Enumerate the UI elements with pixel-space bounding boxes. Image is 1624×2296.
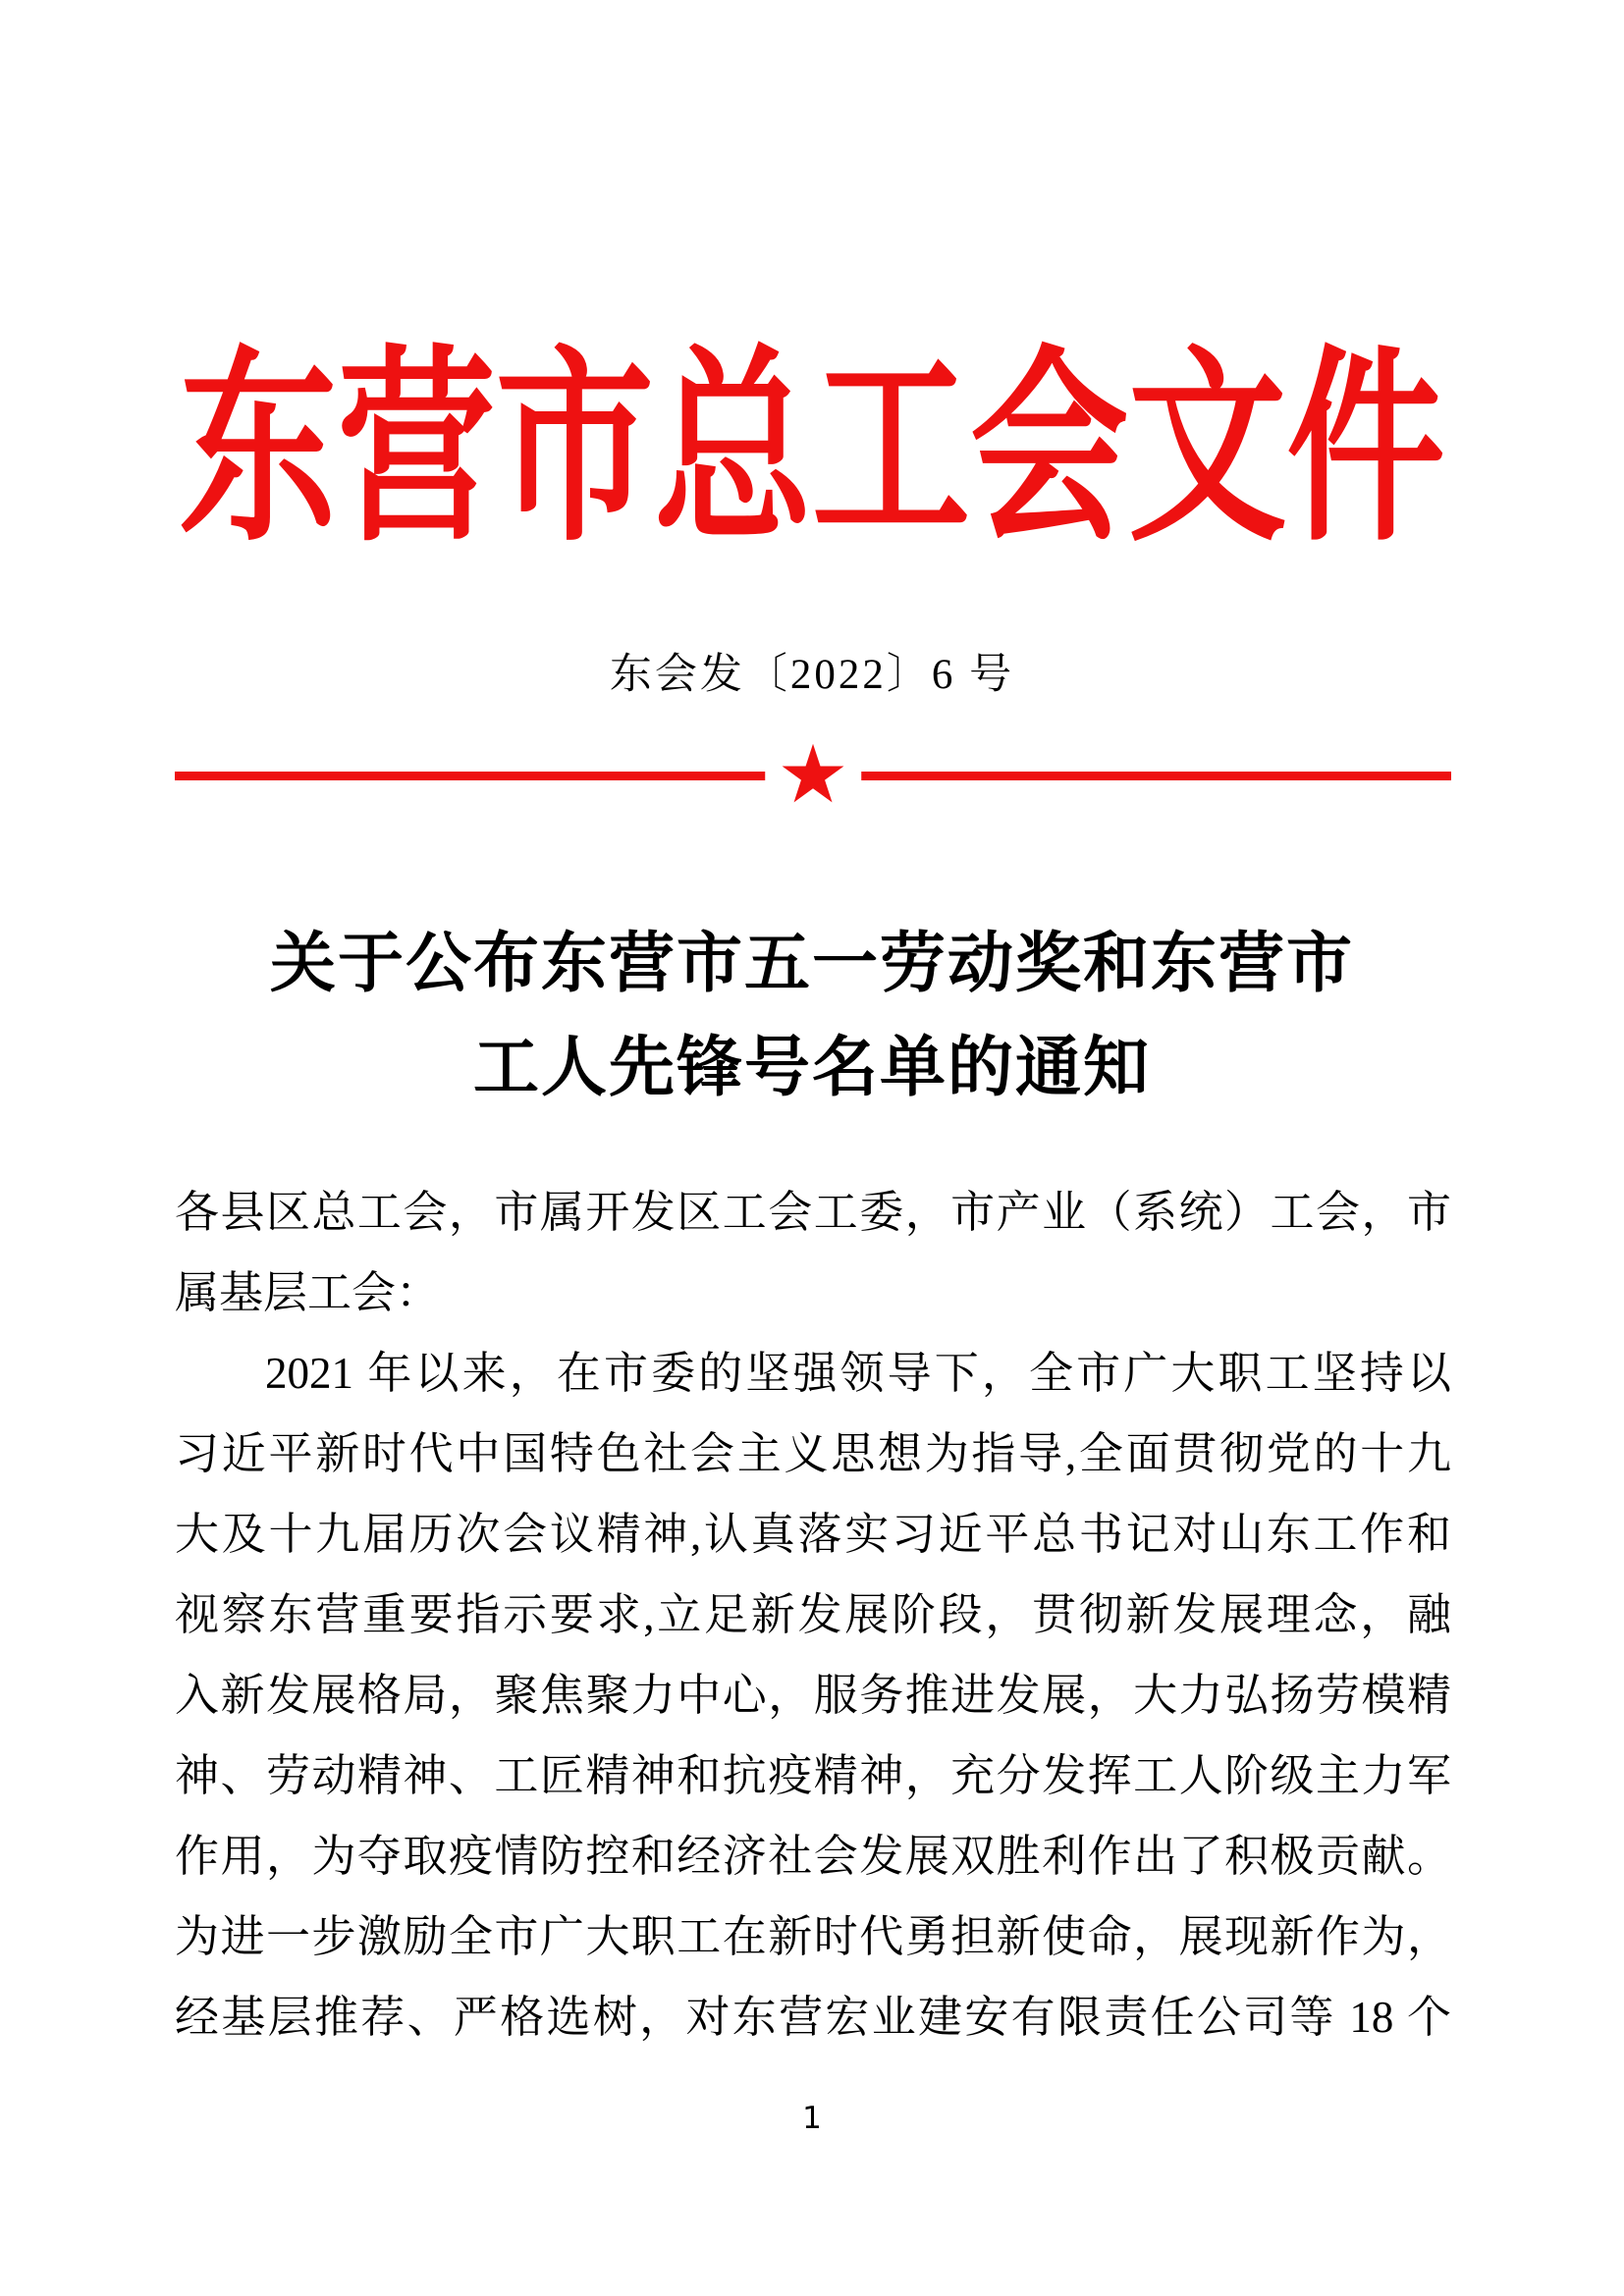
body-line: 属基层工会：: [175, 1268, 441, 1317]
body-line: 入新发展格局，聚焦聚力中心，服务推进发展，大力弘扬劳模精: [175, 1671, 1451, 1720]
document-number: 东会发〔2022〕6 号: [609, 652, 1015, 698]
letterhead-title: 东营市总工会文件: [179, 335, 1445, 565]
body-line: 2021 年以来，在市委的坚强领导下，全市广大职工坚持以: [265, 1349, 1451, 1398]
page-number: 1: [802, 2101, 822, 2136]
letterhead-banner: [175, 335, 1449, 565]
body-line: 大及十九届历次会议精神,认真落实习近平总书记对山东工作和: [175, 1510, 1451, 1559]
star-icon: ★: [765, 734, 861, 817]
notice-title-line-1: 关于公布东营市五一劳动奖和东营市: [270, 925, 1354, 1001]
notice-title: [0, 911, 1624, 1119]
body-line: 习近平新时代中国特色社会主义思想为指导,全面贯彻党的十九: [175, 1429, 1451, 1478]
body-line: 为进一步激励全市广大职工在新时代勇担新使命，展现新作为，: [175, 1912, 1451, 1961]
notice-title-line-2: 工人先锋号名单的通知: [473, 1029, 1151, 1105]
body-line: 神、劳动精神、工匠精神和抗疫精神，充分发挥工人阶级主力军: [175, 1751, 1451, 1800]
body-line: 视察东营重要指示要求,立足新发展阶段，贯彻新发展理念，融: [175, 1590, 1451, 1639]
body-line: 作用，为夺取疫情防控和经济社会发展双胜利作出了积极贡献。: [175, 1832, 1451, 1881]
body-line: 各县区总工会，市属开发区工会工委，市产业（系统）工会，市: [175, 1188, 1451, 1237]
body-text: [175, 1172, 1451, 2057]
body-line: 经基层推荐、严格选树，对东营宏业建安有限责任公司等 18 个: [175, 1993, 1451, 2042]
